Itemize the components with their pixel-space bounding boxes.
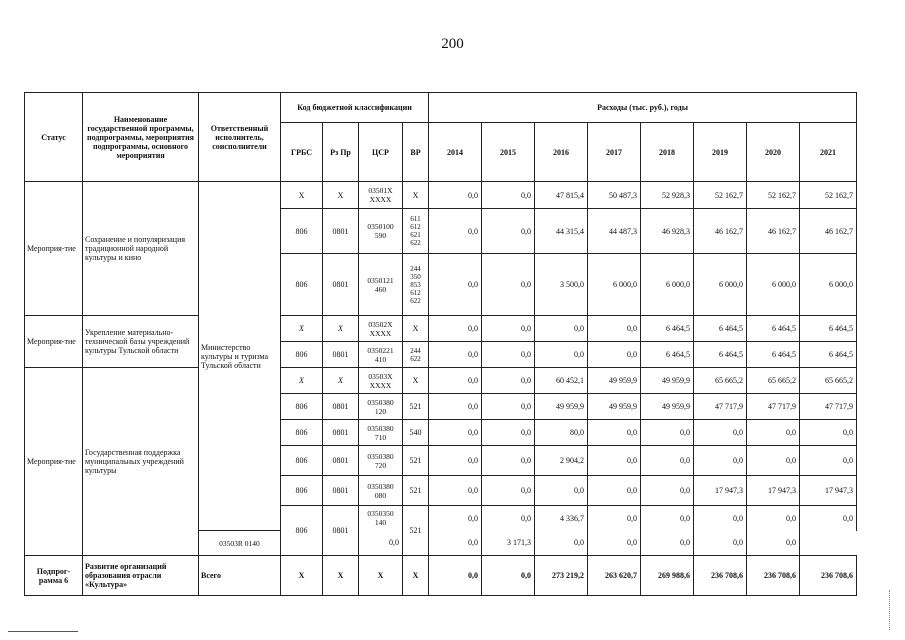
value-cell: 236 708,6	[747, 556, 800, 596]
value-cell: 0,0	[535, 476, 588, 506]
value-cell: 0,0	[429, 476, 482, 506]
value-cell: 6 464,5	[694, 342, 747, 368]
csr-cell: X	[359, 556, 403, 596]
value-cell: 0,0	[482, 446, 535, 476]
value-cell: 0,0	[359, 531, 403, 556]
status-cell: Мероприя-тие	[25, 368, 83, 556]
vr-cell: X	[403, 368, 429, 394]
value-cell: 44 487,3	[588, 209, 641, 254]
header-year: 2016	[535, 123, 588, 182]
grbs-cell: 806	[281, 254, 323, 316]
grbs-cell: 806	[281, 446, 323, 476]
value-cell: 2 904,2	[535, 446, 588, 476]
footnote-line	[8, 631, 78, 632]
grbs-cell: X	[281, 556, 323, 596]
header-budget-code: Код бюджетной классификации	[281, 93, 429, 123]
csr-cell: 03503X XXXX	[359, 368, 403, 394]
subprogram-row	[25, 556, 857, 596]
value-cell: 6 464,5	[694, 316, 747, 342]
vr-cell: X	[403, 182, 429, 209]
value-cell: 0,0	[429, 531, 482, 556]
vr-cell: X	[403, 316, 429, 342]
csr-cell: 0350380 120	[359, 394, 403, 420]
csr-cell: 0350350 140	[359, 506, 403, 531]
value-cell: 52 162,7	[694, 182, 747, 209]
value-cell: 0,0	[800, 420, 857, 446]
value-cell: 0,0	[429, 420, 482, 446]
status-cell: Мероприя-тие	[25, 316, 83, 368]
value-cell: 0,0	[429, 446, 482, 476]
csr-cell: 0350380 710	[359, 420, 403, 446]
table-row	[25, 182, 857, 209]
value-cell: 0,0	[694, 420, 747, 446]
measure-name: Сохранение и популяризация традиционной народной культуры и кино	[83, 182, 199, 316]
rzpr-cell: X	[323, 556, 359, 596]
grbs-cell: 806	[281, 209, 323, 254]
vr-cell: 244 350 853 612 622	[403, 254, 429, 316]
vr-cell: 521	[403, 394, 429, 420]
value-cell: 52 162,7	[747, 182, 800, 209]
value-cell: 6 000,0	[588, 254, 641, 316]
value-cell: 46 162,7	[694, 209, 747, 254]
header-year: 2014	[429, 123, 482, 182]
rzpr-cell: 0801	[323, 420, 359, 446]
vr-cell: 521	[403, 446, 429, 476]
header-rzpr: Рз Пр	[323, 123, 359, 182]
value-cell: 0,0	[641, 420, 694, 446]
csr-cell: 03503R 0140	[199, 531, 281, 556]
value-cell: 0,0	[535, 316, 588, 342]
value-cell: 0,0	[747, 420, 800, 446]
value-cell: 0,0	[482, 394, 535, 420]
value-cell: 0,0	[588, 446, 641, 476]
header-grbs: ГРБС	[281, 123, 323, 182]
grbs-cell: X	[281, 368, 323, 394]
value-cell: 0,0	[747, 446, 800, 476]
value-cell: 46 162,7	[747, 209, 800, 254]
value-cell: 6 464,5	[800, 316, 857, 342]
rzpr-cell: 0801	[323, 394, 359, 420]
csr-cell: 0350121 460	[359, 254, 403, 316]
value-cell: 0,0	[429, 368, 482, 394]
page-number: 200	[441, 36, 464, 52]
value-cell: 80,0	[535, 420, 588, 446]
status-cell: Мероприя-тие	[25, 182, 83, 316]
value-cell: 0,0	[747, 506, 800, 531]
value-cell: 47 717,9	[747, 394, 800, 420]
status-cell: Подпрог-рамма 6	[25, 556, 83, 596]
value-cell: 0,0	[588, 316, 641, 342]
value-cell: 46 162,7	[800, 209, 857, 254]
value-cell: 6 464,5	[747, 342, 800, 368]
rzpr-cell: X	[323, 368, 359, 394]
value-cell: 65 665,2	[800, 368, 857, 394]
rzpr-cell: X	[323, 316, 359, 342]
value-cell: 49 959,9	[588, 394, 641, 420]
value-cell: 0,0	[588, 506, 641, 531]
value-cell: 0,0	[429, 342, 482, 368]
value-cell: 0,0	[482, 254, 535, 316]
header-year: 2017	[588, 123, 641, 182]
csr-cell: 0350380 080	[359, 476, 403, 506]
value-cell: 0,0	[429, 182, 482, 209]
value-cell: 6 000,0	[694, 254, 747, 316]
rzpr-cell: 0801	[323, 446, 359, 476]
grbs-cell: 806	[281, 342, 323, 368]
scan-edge-line	[889, 590, 891, 630]
value-cell: 0,0	[482, 316, 535, 342]
vr-cell: 540	[403, 420, 429, 446]
rzpr-cell: 0801	[323, 342, 359, 368]
value-cell: 6 000,0	[800, 254, 857, 316]
subprogram-name: Развитие организаций образования отрасли «Культура»	[83, 556, 199, 596]
grbs-cell: X	[281, 182, 323, 209]
budget-table	[24, 92, 857, 596]
header-csr: ЦСР	[359, 123, 403, 182]
value-cell: 0,0	[747, 531, 800, 556]
value-cell: 17 947,3	[694, 476, 747, 506]
header-name: Наименование государственной программы, подпрограммы, мероприятия подпрограммы, основного мероприятия	[83, 93, 199, 182]
value-cell: 6 000,0	[747, 254, 800, 316]
header-status: Статус	[25, 93, 83, 182]
vr-cell: 611 612 621 622	[403, 209, 429, 254]
value-cell: 47 717,9	[800, 394, 857, 420]
value-cell: 17 947,3	[747, 476, 800, 506]
vr-cell: 521	[403, 476, 429, 506]
value-cell: 0,0	[535, 531, 588, 556]
measure-name: Государственная поддержка муниципальных учреждений культуры	[83, 368, 199, 556]
value-cell: 0,0	[588, 342, 641, 368]
value-cell: 49 959,9	[641, 394, 694, 420]
value-cell: 0,0	[429, 556, 482, 596]
value-cell: 0,0	[429, 394, 482, 420]
header-year: 2021	[800, 123, 857, 182]
value-cell: 0,0	[482, 342, 535, 368]
value-cell: 0,0	[482, 476, 535, 506]
value-cell: 46 928,3	[641, 209, 694, 254]
value-cell: 0,0	[482, 209, 535, 254]
value-cell: 0,0	[641, 506, 694, 531]
value-cell: 3 500,0	[535, 254, 588, 316]
grbs-cell: 806	[281, 420, 323, 446]
value-cell: 0,0	[429, 209, 482, 254]
header-year: 2015	[482, 123, 535, 182]
value-cell: 0,0	[588, 531, 641, 556]
value-cell: 52 928,3	[641, 182, 694, 209]
header-year: 2020	[747, 123, 800, 182]
header-vr: ВР	[403, 123, 429, 182]
value-cell: 47 815,4	[535, 182, 588, 209]
value-cell: 0,0	[429, 506, 482, 531]
value-cell: 6 000,0	[641, 254, 694, 316]
rzpr-cell: 0801	[323, 254, 359, 316]
value-cell: 0,0	[482, 182, 535, 209]
value-cell: 0,0	[694, 446, 747, 476]
vr-cell: X	[403, 556, 429, 596]
value-cell: 0,0	[482, 420, 535, 446]
header-year: 2019	[694, 123, 747, 182]
value-cell: 0,0	[694, 531, 747, 556]
value-cell: 236 708,6	[694, 556, 747, 596]
value-cell: 0,0	[588, 476, 641, 506]
value-cell: 47 717,9	[694, 394, 747, 420]
csr-cell: 03501X XXXX	[359, 182, 403, 209]
value-cell: 0,0	[641, 476, 694, 506]
value-cell: 269 988,6	[641, 556, 694, 596]
value-cell: 0,0	[482, 556, 535, 596]
table-row	[25, 316, 857, 342]
executor-name: Министерство культуры и туризма Тульской области	[199, 182, 281, 531]
value-cell: 6 464,5	[641, 316, 694, 342]
value-cell: 6 464,5	[800, 342, 857, 368]
csr-cell: 0350380 720	[359, 446, 403, 476]
value-cell: 0,0	[535, 342, 588, 368]
value-cell: 0,0	[429, 254, 482, 316]
header-executor: Ответственный исполнитель, соисполнители	[199, 93, 281, 182]
value-cell: 0,0	[641, 531, 694, 556]
vr-cell: 521	[403, 506, 429, 556]
value-cell: 0,0	[800, 506, 857, 531]
csr-cell: 0350221 410	[359, 342, 403, 368]
value-cell: 44 315,4	[535, 209, 588, 254]
executor-name: Всего	[199, 556, 281, 596]
grbs-cell: 806	[281, 394, 323, 420]
value-cell: 0,0	[482, 506, 535, 531]
value-cell: 0,0	[588, 420, 641, 446]
value-cell: 236 708,6	[800, 556, 857, 596]
value-cell: 3 171,3	[482, 531, 535, 556]
measure-name: Укрепление материально-технической базы учреждений культуры Тульской области	[83, 316, 199, 368]
value-cell: 273 219,2	[535, 556, 588, 596]
vr-cell: 244 622	[403, 342, 429, 368]
header-year: 2018	[641, 123, 694, 182]
header-expenses: Расходы (тыс. руб.), годы	[429, 93, 857, 123]
value-cell: 49 959,9	[641, 368, 694, 394]
value-cell: 60 452,1	[535, 368, 588, 394]
value-cell: 50 487,3	[588, 182, 641, 209]
rzpr-cell: X	[323, 182, 359, 209]
value-cell: 4 336,7	[535, 506, 588, 531]
grbs-cell: X	[281, 316, 323, 342]
value-cell: 65 665,2	[694, 368, 747, 394]
value-cell: 65 665,2	[747, 368, 800, 394]
value-cell: 17 947,3	[800, 476, 857, 506]
value-cell: 6 464,5	[641, 342, 694, 368]
value-cell: 49 959,9	[535, 394, 588, 420]
table-row	[25, 368, 857, 394]
value-cell: 0,0	[641, 446, 694, 476]
value-cell: 0,0	[429, 316, 482, 342]
value-cell: 263 620,7	[588, 556, 641, 596]
rzpr-cell: 0801	[323, 506, 359, 556]
grbs-cell: 806	[281, 476, 323, 506]
value-cell: 52 162,7	[800, 182, 857, 209]
value-cell: 49 959,9	[588, 368, 641, 394]
rzpr-cell: 0801	[323, 476, 359, 506]
value-cell: 0,0	[694, 506, 747, 531]
csr-cell: 0350100 590	[359, 209, 403, 254]
grbs-cell: 806	[281, 506, 323, 556]
value-cell: 0,0	[482, 368, 535, 394]
value-cell: 0,0	[800, 446, 857, 476]
csr-cell: 03502X XXXX	[359, 316, 403, 342]
value-cell: 6 464,5	[747, 316, 800, 342]
rzpr-cell: 0801	[323, 209, 359, 254]
